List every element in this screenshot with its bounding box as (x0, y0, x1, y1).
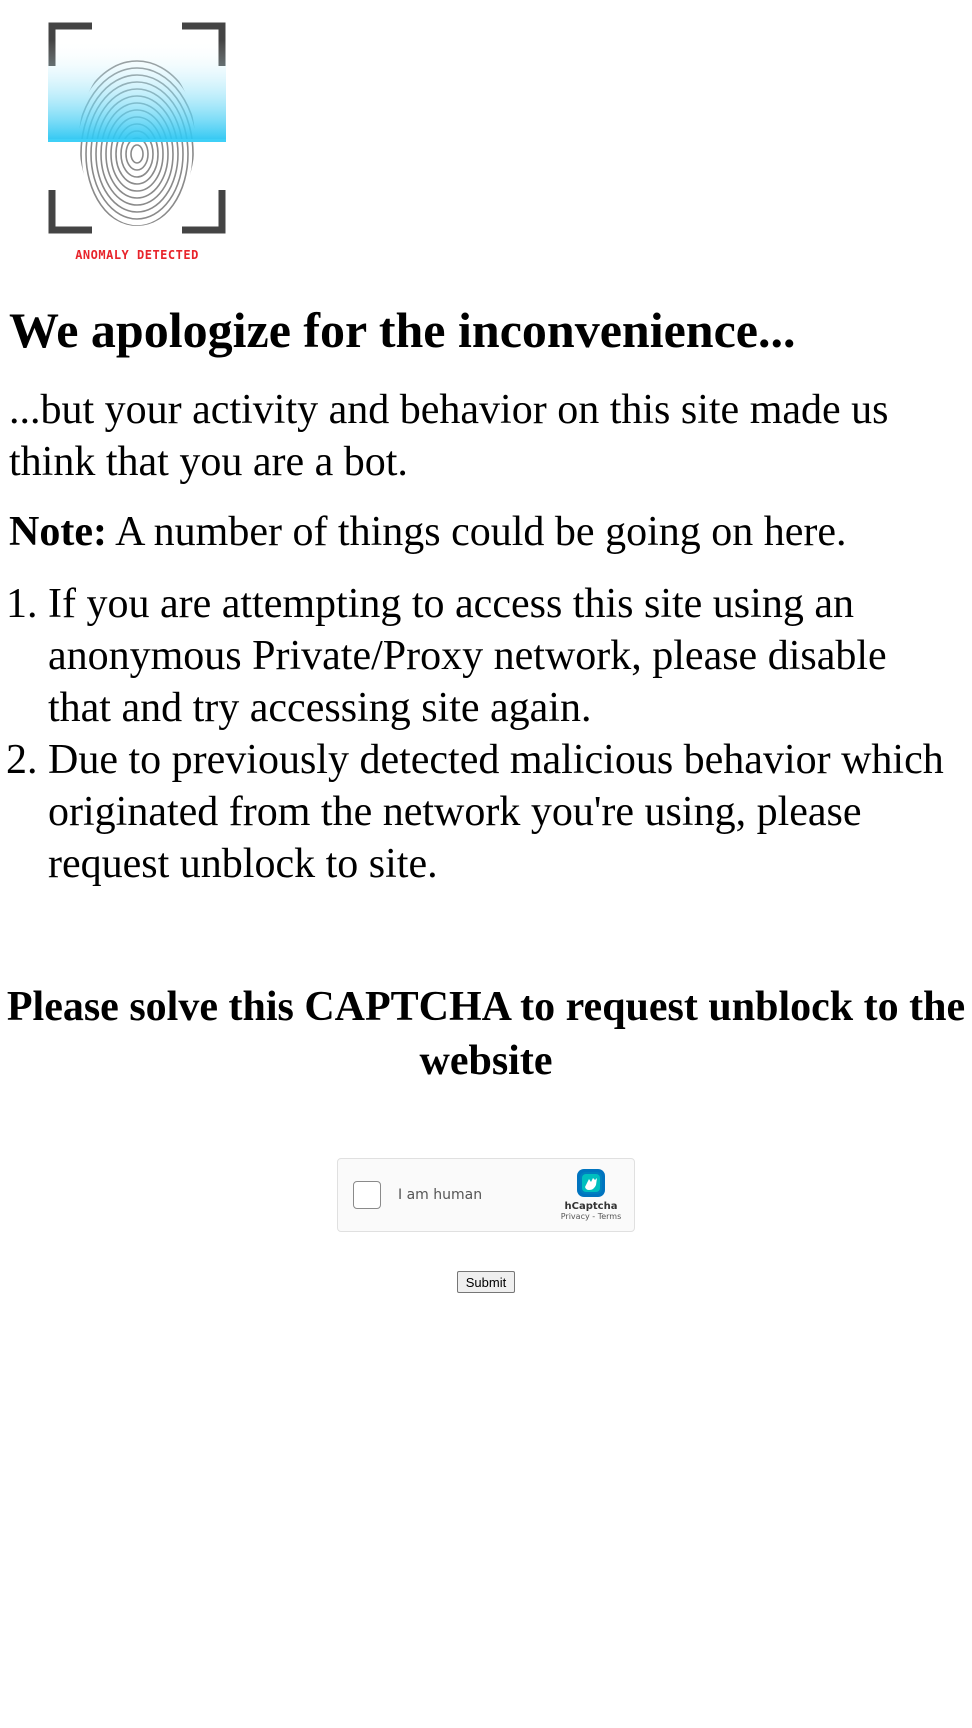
captcha-brand-name: hCaptcha (564, 1201, 618, 1212)
captcha-checkbox-label: I am human (398, 1187, 483, 1203)
list-item: 2. Due to previously detected malicious behavior which originated from the network you're using, please request unblock to site. (48, 734, 960, 890)
link-separator: - (589, 1212, 598, 1221)
intro-text: ...but your activity and behavior on this site made us think that you are a bot. (9, 387, 889, 485)
list-item: 1. If you are attempting to access this site using an anonymous Private/Proxy network, please disable that and try accessing site again. (48, 578, 960, 734)
note-text (9, 506, 959, 558)
hcaptcha-logo-icon (575, 1167, 607, 1199)
captcha-checkbox[interactable] (353, 1181, 381, 1209)
terms-link[interactable]: Terms (597, 1212, 622, 1221)
reasons-list (0, 578, 960, 890)
captcha-links (556, 1212, 626, 1221)
anomaly-detected-logo (48, 22, 226, 272)
note-label: Note: (9, 509, 107, 555)
privacy-link[interactable]: Privacy (560, 1212, 590, 1221)
anomaly-caption: ANOMALY DETECTED (75, 248, 199, 262)
fingerprint-scan-icon (48, 22, 226, 244)
submit-button[interactable]: Submit (457, 1271, 515, 1293)
page-title: We apologize for the inconvenience... (9, 302, 796, 358)
hcaptcha-widget (337, 1158, 635, 1232)
captcha-heading: Please solve this CAPTCHA to request unblock to the website (6, 984, 966, 1084)
note-body: A number of things could be going on here. (106, 509, 847, 555)
captcha-branding (556, 1167, 626, 1221)
